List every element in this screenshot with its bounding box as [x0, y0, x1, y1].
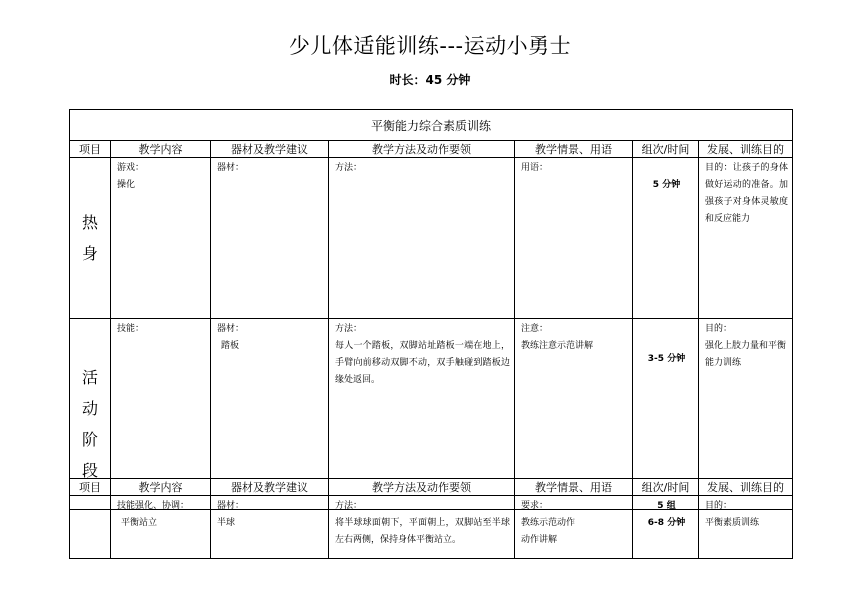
- header-item: 项目: [70, 141, 111, 158]
- language-balance-line2: 动作讲解: [521, 535, 558, 545]
- equipment-activity-value: 踏板: [221, 341, 240, 351]
- content-warmup: [111, 158, 211, 319]
- table-row-balance: [70, 496, 793, 559]
- goal-activity-text: 强化上肢力量和平衡能力训练: [705, 341, 787, 368]
- item-warmup-label: 热身: [81, 213, 98, 263]
- item-warmup: [70, 158, 111, 319]
- header-method: 教学方法及动作要领: [329, 479, 515, 496]
- header-content: 教学内容: [111, 479, 211, 496]
- time-balance: [633, 496, 699, 559]
- page-title: 少儿体适能训练---运动小勇士: [288, 34, 572, 58]
- method-balance: [329, 496, 515, 559]
- header-goal: 发展、训练目的: [699, 141, 793, 158]
- equipment-balance-value: 半球: [217, 518, 236, 528]
- header-language: 教学情景、用语: [515, 479, 633, 496]
- time-balance-sets: 5 组: [657, 501, 676, 511]
- method-activity-label: 方法：: [335, 324, 363, 334]
- equipment-warmup: 器材：: [211, 158, 329, 319]
- table-header-row: [70, 479, 793, 496]
- header-time: 组次/时间: [633, 141, 699, 158]
- header-goal: 发展、训练目的: [699, 479, 793, 496]
- item-activity-label: 活动阶段: [81, 368, 98, 480]
- time-balance-duration: 6-8 分钟: [647, 518, 686, 528]
- section-title: 平衡能力综合素质训练: [70, 110, 793, 141]
- header-item: 项目: [70, 479, 111, 496]
- goal-balance-label: 目的：: [705, 501, 733, 511]
- method-balance-label: 方法：: [335, 501, 363, 511]
- content-warmup-value: 操化: [117, 180, 136, 190]
- method-activity-text: 每人一个踏板，双脚站址踏板一端在地上，手臂向前移动双脚不动，双手触碰到踏板边缘处返回。: [335, 341, 510, 385]
- goal-balance-text: 平衡素质训练: [705, 518, 760, 528]
- goal-warmup: 目的：让孩子的身体做好运动的准备。加强孩子对身体灵敏度和反应能力: [699, 158, 793, 319]
- lesson-table-2: [69, 478, 793, 559]
- content-warmup-label: 游戏：: [117, 163, 145, 173]
- equipment-balance-label: 器材：: [217, 501, 245, 511]
- header-content: 教学内容: [111, 141, 211, 158]
- header-language: 教学情景、用语: [515, 141, 633, 158]
- goal-balance: [699, 496, 793, 559]
- language-balance-line1: 教练示范动作: [521, 518, 576, 528]
- language-activity-text: 教练注意示范讲解: [521, 341, 594, 351]
- content-balance: [111, 496, 211, 559]
- language-balance-label: 要求：: [521, 501, 549, 511]
- time-activity: 3-5 分钟: [633, 319, 699, 510]
- header-time: 组次/时间: [633, 479, 699, 496]
- item-balance: [70, 496, 111, 559]
- equipment-balance: [211, 496, 329, 559]
- content-balance-value: 平衡站立: [121, 518, 158, 528]
- time-warmup: 5 分钟: [633, 158, 699, 319]
- duration-label: 时长：45 分钟: [389, 73, 471, 87]
- method-balance-text: 将半球球面朝下，平面朝上，双脚站至半球左右两侧，保持身体平衡站立。: [335, 518, 510, 545]
- header-equipment: 器材及教学建议: [211, 479, 329, 496]
- equipment-activity-label: 器材：: [217, 324, 245, 334]
- language-balance: [515, 496, 633, 559]
- content-activity: 技能：: [111, 319, 211, 510]
- content-balance-label: 技能强化、协调：: [117, 501, 190, 511]
- table-header-row: [70, 141, 793, 158]
- header-method: 教学方法及动作要领: [329, 141, 515, 158]
- lesson-table-1: [69, 109, 793, 510]
- goal-activity-label: 目的：: [705, 324, 733, 334]
- method-warmup: 方法：: [329, 158, 515, 319]
- language-activity-label: 注意：: [521, 324, 549, 334]
- table-row-warmup: [70, 158, 793, 319]
- language-warmup: 用语：: [515, 158, 633, 319]
- header-equipment: 器材及教学建议: [211, 141, 329, 158]
